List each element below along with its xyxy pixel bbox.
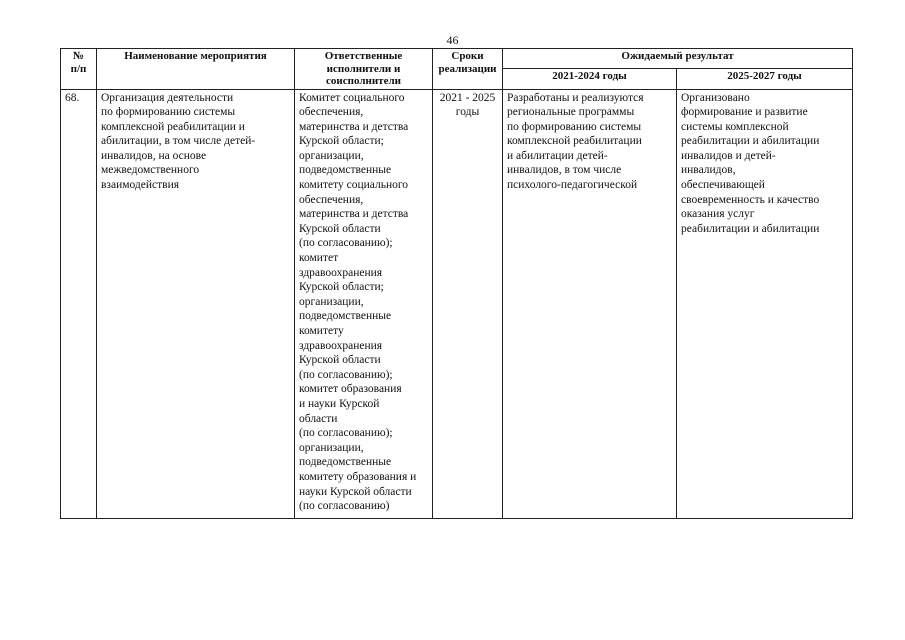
row-result-1: Разработаны и реализуются региональные программы по формированию системы комплексной реабилитации и абилитации детей- инвалидов, в том числе психолого-педагогической	[503, 89, 677, 518]
row-result-2: Организовано формирование и развитие системы комплексной реабилитации и абилитации инвалидов и детей- инвалидов, обеспечивающей своевременность и качество оказания услуг реабилитации и абилитации	[677, 89, 853, 518]
header-terms: Сроки реализации	[433, 49, 503, 90]
row-num: 68.	[61, 89, 97, 518]
row-responsible: Комитет социального обеспечения, материнства и детства Курской области; организации, подведомственные комитету социального обеспечения, материнства и детства Курской области (по согласованию); комитет здравоохранения Курской области; организации, подведомственные комитету здравоохранения Курской области (по согласованию); комитет образования и науки Курской области (по согласованию); организации, подведомственные комитету образования и науки Курской области (по согласованию)	[295, 89, 433, 518]
page-number: 46	[446, 33, 459, 47]
row-name: Организация деятельности по формированию системы комплексной реабилитации и абилитации, в том числе детей- инвалидов, на основе межведомственного взаимодействия	[97, 89, 295, 518]
table-row	[61, 89, 853, 518]
row-terms: 2021 - 2025 годы	[433, 89, 503, 518]
header-expected-result: Ожидаемый результат	[503, 49, 853, 69]
header-name: Наименование мероприятия	[97, 49, 295, 90]
header-num: № п/п	[61, 49, 97, 90]
header-responsible: Ответственные исполнители и соисполнители	[295, 49, 433, 90]
header-period-2: 2025-2027 годы	[677, 69, 853, 89]
header-period-1: 2021-2024 годы	[503, 69, 677, 89]
table-header-row	[61, 49, 853, 69]
measures-table	[60, 48, 853, 519]
